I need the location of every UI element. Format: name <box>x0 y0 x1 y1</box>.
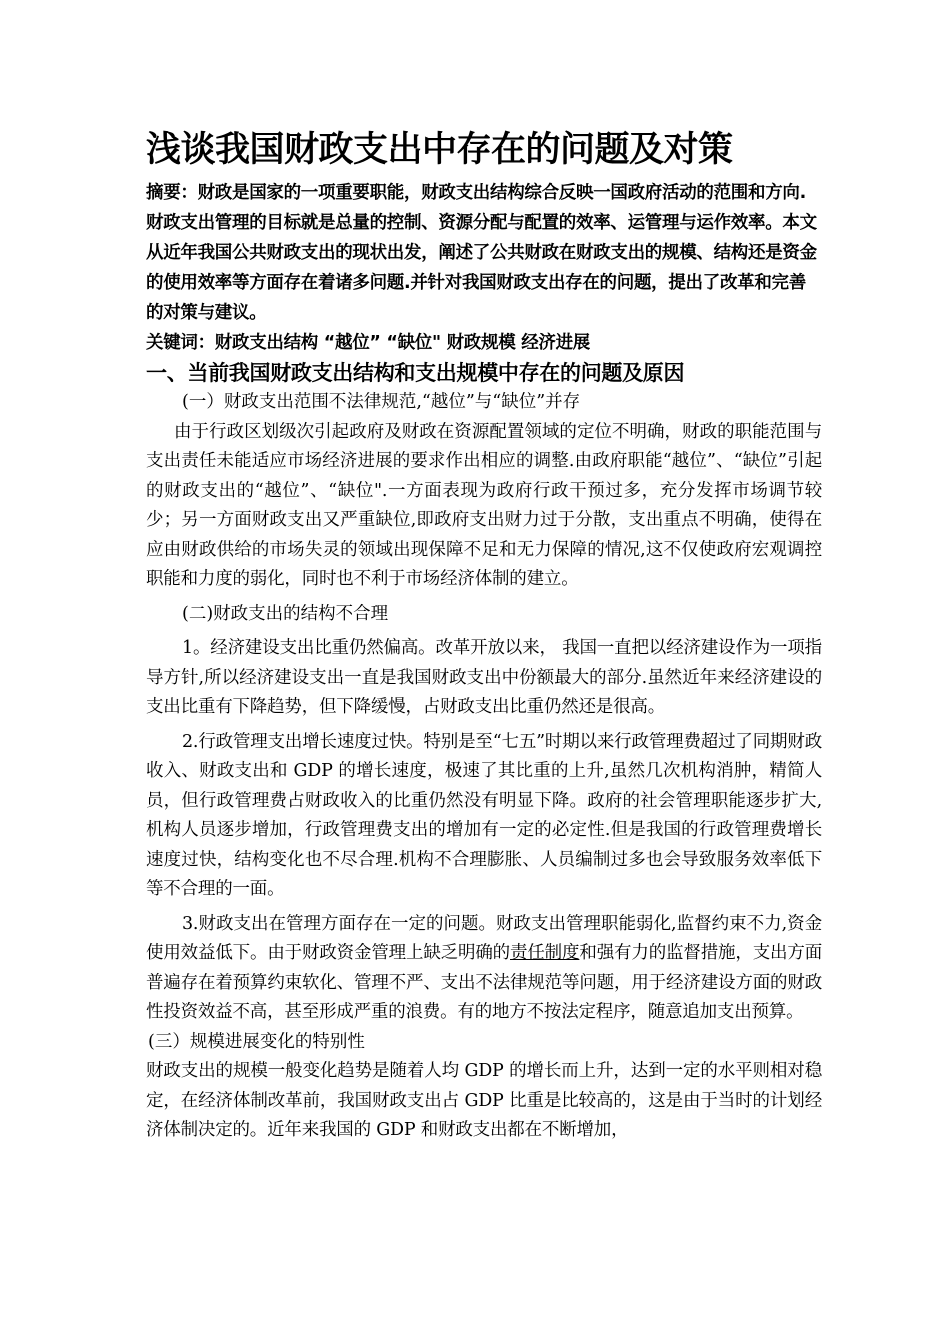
keywords: 关键词：财政支出结构 “越位” “缺位" 财政规模 经济进展 <box>146 333 590 353</box>
document-title: 浅谈我国财政支出中存在的问题及对策 <box>146 130 733 170</box>
list-item-3 <box>146 910 822 1028</box>
subsection-3-paragraph: 财政支出的规模一般变化趋势是随着人均 GDP 的增长而上升，达到一定的水平则相对稳定，在经济体制改革前，我国财政支出占 GDP 比重是比较高的，这是由于当时的计划经济体制决定的。近年来我国的 GDP 和财政支出都在不断增加， <box>146 1061 822 1140</box>
document-page <box>146 122 822 1146</box>
list-item-3-text-a: 3.财政支出在管理方面存在一定的问题。财政支出管理职能弱化,监督约束不力,资金使用效益低下。由于财政资金管理上缺乏明确的 <box>146 913 822 963</box>
list-item-3-text-b: 和强有力的监督措施，支出方面普遍存在着预算约束软化、管理不严、支出不法律规范等问题，用于经济建设方面的财政性投资效益不高，甚至形成严重的浪费。有的地方不按法定程序，随意追加支出预算。 <box>146 943 822 1022</box>
responsibility-system-link[interactable]: 责任制度 <box>510 943 580 963</box>
subsection-heading-1: (一）财政支出范围不法律规范,“越位”与“缺位”并存 <box>182 392 581 412</box>
subsection-heading-3: (三）规模进展变化的特别性 <box>148 1031 365 1052</box>
abstract: 摘要：财政是国家的一项重要职能，财政支出结构综合反映一国政府活动的范围和方向.财政支出管理的目标就是总量的控制、资源分配与配置的效率、运管理与运作效率。本文从近年我国公共财政支出的现状出发，阐述了公共财政在财政支出的规模、结构还是资金的使用效率等方面存在着诸多问题.并针对我国财政支出存在的问题，提出了改革和完善的对策与建议。 <box>146 183 817 323</box>
list-item-2: 2.行政管理支出增长速度过快。特别是至“七五”时期以来行政管理费超过了同期财政收入、财政支出和 GDP 的增长速度，极速了其比重的上升,虽然几次机构消肿，精简人员，但行政管理费占财政收入的比重仍然没有明显下降。政府的社会管理职能逐步扩大,机构人员逐步增加，行政管理费支出的增加有一定的必定性.但是我国的行政管理费增长速度过快，结构变化也不尽合理.机构不合理膨胀、人员编制过多也会导致服务效率低下等不合理的一面。 <box>146 731 822 899</box>
subsection-1-paragraph: 由于行政区划级次引起政府及财政在资源配置领域的定位不明确，财政的职能范围与支出责任未能适应市场经济进展的要求作出相应的调整.由政府职能“越位”、“缺位”引起的财政支出的“越位”、“缺位".一方面表现为政府行政干预过多，充分发挥市场调节较少；另一方面财政支出又严重缺位,即政府支出财力过于分散，支出重点不明确，使得在应由财政供给的市场失灵的领域出现保障不足和无力保障的情况,这不仅使政府宏观调控职能和力度的弱化，同时也不利于市场经济体制的建立。 <box>146 421 822 589</box>
section-heading-1: 一、当前我国财政支出结构和支出规模中存在的问题及原因 <box>146 361 685 385</box>
list-item-1: 1。经济建设支出比重仍然偏高。改革开放以来， 我国一直把以经济建设作为一项指导方针,所以经济建设支出一直是我国财政支出中份额最大的部分.虽然近年来经济建设的支出比重有下降趋势，但下降缓慢，占财政支出比重仍然还是很高。 <box>146 638 822 717</box>
subsection-heading-2: (二)财政支出的结构不合理 <box>182 603 389 624</box>
